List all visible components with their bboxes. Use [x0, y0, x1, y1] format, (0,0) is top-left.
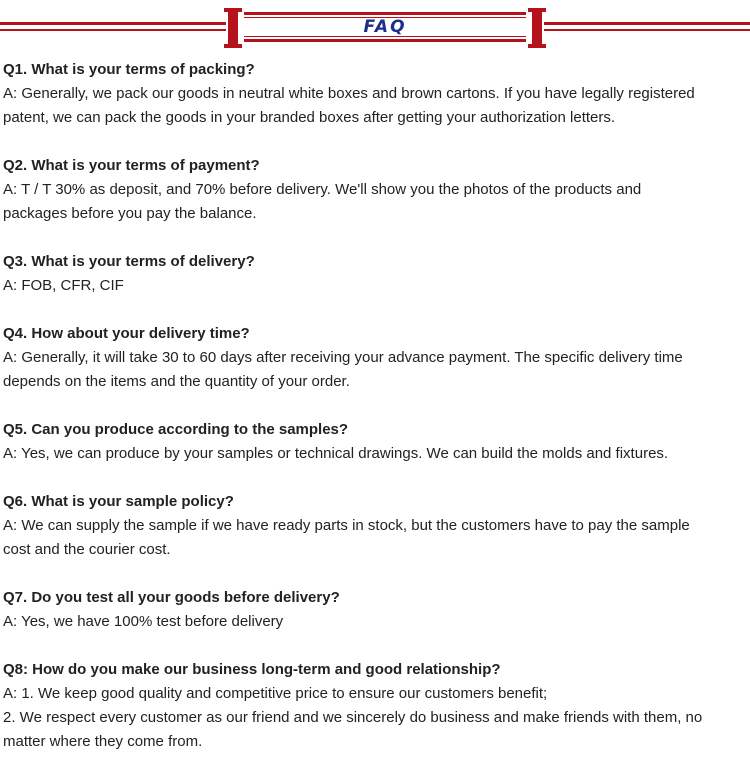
- faq-item: [3, 322, 748, 394]
- banner-right-post: [532, 10, 542, 46]
- faq-question: Q6. What is your sample policy?: [3, 493, 234, 510]
- faq-answer: [3, 610, 748, 634]
- faq-answer: [3, 82, 748, 130]
- faq-item: [3, 490, 748, 562]
- faq-question: Q2. What is your terms of payment?: [3, 157, 260, 174]
- faq-answer-line: cost and the courier cost.: [3, 541, 171, 558]
- faq-answer-line: matter where they come from.: [3, 733, 203, 750]
- faq-question: Q1. What is your terms of packing?: [3, 61, 255, 78]
- faq-answer: [3, 514, 748, 562]
- faq-answer-line: A: We can supply the sample if we have ready parts in stock, but the customers have to pay the sample: [3, 517, 690, 534]
- faq-item: [3, 154, 748, 226]
- banner-right-rule: [544, 22, 750, 25]
- faq-answer: [3, 178, 748, 226]
- faq-answer-line: A: 1. We keep good quality and competitive price to ensure our customers benefit;: [3, 685, 548, 702]
- faq-banner: [0, 6, 750, 50]
- faq-answer-line: patent, we can pack the goods in your branded boxes after getting your authorization letters.: [3, 109, 616, 126]
- page-title: FAQ: [363, 17, 407, 37]
- banner-left-post: [228, 10, 238, 46]
- banner-right-rule-thin: [544, 29, 750, 31]
- faq-question: Q4. How about your delivery time?: [3, 325, 250, 342]
- faq-answer: [3, 346, 748, 394]
- faq-list: [3, 58, 748, 778]
- faq-question: Q7. Do you test all your goods before delivery?: [3, 589, 340, 606]
- faq-item: [3, 58, 748, 130]
- faq-answer: [3, 682, 748, 754]
- faq-answer: [3, 274, 748, 298]
- faq-item: [3, 658, 748, 754]
- faq-answer-line: A: FOB, CFR, CIF: [3, 277, 124, 294]
- faq-answer-line: packages before you pay the balance.: [3, 205, 257, 222]
- banner-left-rule-thin: [0, 29, 226, 31]
- faq-item: [3, 418, 748, 466]
- faq-answer-line: 2. We respect every customer as our friend and we sincerely do business and make friends with them, no: [3, 709, 703, 726]
- banner-left-rule: [0, 22, 226, 25]
- faq-item: [3, 586, 748, 634]
- faq-answer-line: A: Generally, it will take 30 to 60 days after receiving your advance payment. The specific delivery time: [3, 349, 683, 366]
- faq-question: Q3. What is your terms of delivery?: [3, 253, 255, 270]
- faq-answer-line: A: Generally, we pack our goods in neutral white boxes and brown cartons. If you have legally registered: [3, 85, 695, 102]
- faq-question: Q8: How do you make our business long-term and good relationship?: [3, 661, 501, 678]
- faq-question: Q5. Can you produce according to the samples?: [3, 421, 349, 438]
- faq-answer-line: depends on the items and the quantity of your order.: [3, 373, 350, 390]
- faq-answer-line: A: Yes, we can produce by your samples or technical drawings. We can build the molds and fixtures.: [3, 445, 669, 462]
- faq-answer: [3, 442, 748, 466]
- faq-answer-line: A: T / T 30% as deposit, and 70% before delivery. We'll show you the photos of the products and: [3, 181, 642, 198]
- faq-answer-line: A: Yes, we have 100% test before delivery: [3, 613, 284, 630]
- faq-item: [3, 250, 748, 298]
